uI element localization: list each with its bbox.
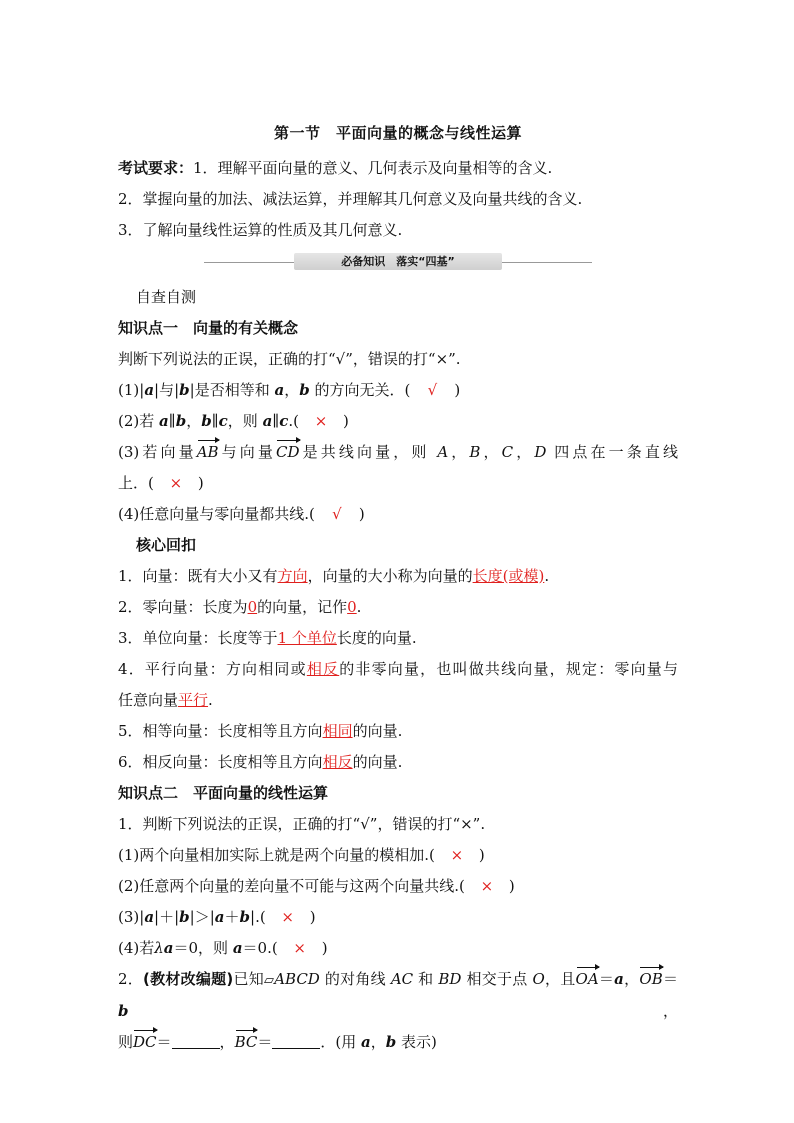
answer-mark: × (281, 908, 294, 926)
kp2-question-4: (4)若λa＝0，则 a＝0.( × ) (118, 933, 678, 964)
kp2-question-1: (1)两个向量相加实际上就是两个向量的模相加.( × ) (118, 840, 678, 871)
requirement-label: 考试要求： (118, 159, 194, 177)
kp2-heading: 知识点二 平面向量的线性运算 (118, 784, 329, 802)
answer-fill: 0 (247, 598, 258, 616)
answer-blank[interactable] (272, 1034, 320, 1049)
requirement-item: 3．了解向量线性运算的性质及其几何意义. (118, 221, 403, 239)
core-heading: 核心回扣 (136, 536, 197, 554)
requirement-item: 1．理解平面向量的意义、几何表示及向量相等的含义. (193, 159, 553, 177)
answer-mark: × (450, 846, 464, 864)
kp1-instruction: 判断下列说法的正误，正确的打“√”，错误的打“×”. (118, 350, 461, 368)
kp2-instruction: 1．判断下列说法的正误，正确的打“√”，错误的打“×”. (118, 815, 486, 833)
question-text: 任意向量与零向量都共线. (139, 505, 310, 523)
banner-rule-right (502, 262, 592, 263)
section-banner (118, 252, 678, 272)
core-item-4-cont: 任意向量平行. (118, 691, 213, 709)
requirement-item: 2．掌握向量的加法、减法运算，并理解其几何意义及向量共线的含义. (118, 190, 583, 208)
answer-mark: × (169, 474, 183, 492)
answer-mark: × (293, 939, 306, 957)
core-item-4: 4．平行向量：方向相同或相反的非零向量，也叫做共线向量，规定：零向量与 (118, 660, 678, 678)
kp1-heading: 知识点一 向量的有关概念 (118, 319, 299, 337)
answer-fill: 方向 (277, 567, 308, 585)
answer-fill: 相反 (306, 660, 340, 678)
kp2-question-2: (2)任意两个向量的差向量不可能与这两个向量共线.( × ) (118, 871, 678, 902)
core-item-2: 2．零向量：长度为0的向量，记作0. (118, 598, 362, 616)
question-text: 两个向量相加实际上就是两个向量的模相加. (139, 846, 430, 864)
core-item-5: 5．相等向量：长度相等且方向相同的向量. (118, 722, 403, 740)
kp1-question-3: (3)若向量AB与向量CD是共线向量，则 A，B，C，D 四点在一条直线 (118, 437, 678, 468)
page-title: 第一节 平面向量的概念与线性运算 (273, 124, 522, 142)
kp1-question-3-cont: 上．( × ) (118, 468, 678, 499)
answer-mark: √ (332, 505, 342, 523)
kp2-question-5-cont: 则DC＝ ，BC＝ ．(用 a，b 表示) (118, 1027, 678, 1058)
answer-fill: 0 (347, 598, 357, 616)
answer-mark: × (480, 877, 494, 895)
question-source-label: (教材改编题) (143, 970, 234, 988)
kp2-question-5: 2．(教材改编题)已知▱ABCD 的对角线 AC 和 BD 相交于点 O，且OA＝a，OB＝b， (118, 964, 678, 1027)
answer-fill: 1 个单位 (277, 629, 337, 647)
kp1-question-4: (4)任意向量与零向量都共线.( √ ) (118, 499, 678, 530)
answer-mark: √ (427, 381, 438, 399)
answer-fill: 相反 (322, 753, 353, 771)
answer-fill: 长度(或模) (472, 567, 545, 585)
question-text: 任意两个向量的差向量不可能与这两个向量共线. (139, 877, 460, 895)
self-check-label: 自查自测 (136, 288, 197, 306)
banner-rule-left (204, 262, 294, 263)
document-page (118, 118, 678, 1058)
answer-fill: 平行 (178, 691, 209, 709)
core-item-6: 6．相反向量：长度相等且方向相反的向量. (118, 753, 403, 771)
answer-blank[interactable] (172, 1034, 220, 1049)
banner-label: 必备知识 落实“四基” (294, 253, 502, 270)
kp1-question-1: (1)|a|与|b|是否相等和 a，b 的方向无关．( √ ) (118, 375, 678, 406)
core-item-3: 3．单位向量：长度等于1 个单位长度的向量. (118, 629, 417, 647)
core-item-1: 1．向量：既有大小又有方向，向量的大小称为向量的长度(或模). (118, 567, 550, 585)
kp2-question-3: (3)|a|＋|b|＞|a＋b|.( × ) (118, 902, 678, 933)
kp1-question-2: (2)若 a∥b，b∥c，则 a∥c.( × ) (118, 406, 678, 437)
requirement-line-1 (118, 153, 678, 184)
answer-fill: 相同 (322, 722, 353, 740)
answer-mark: × (314, 412, 328, 430)
